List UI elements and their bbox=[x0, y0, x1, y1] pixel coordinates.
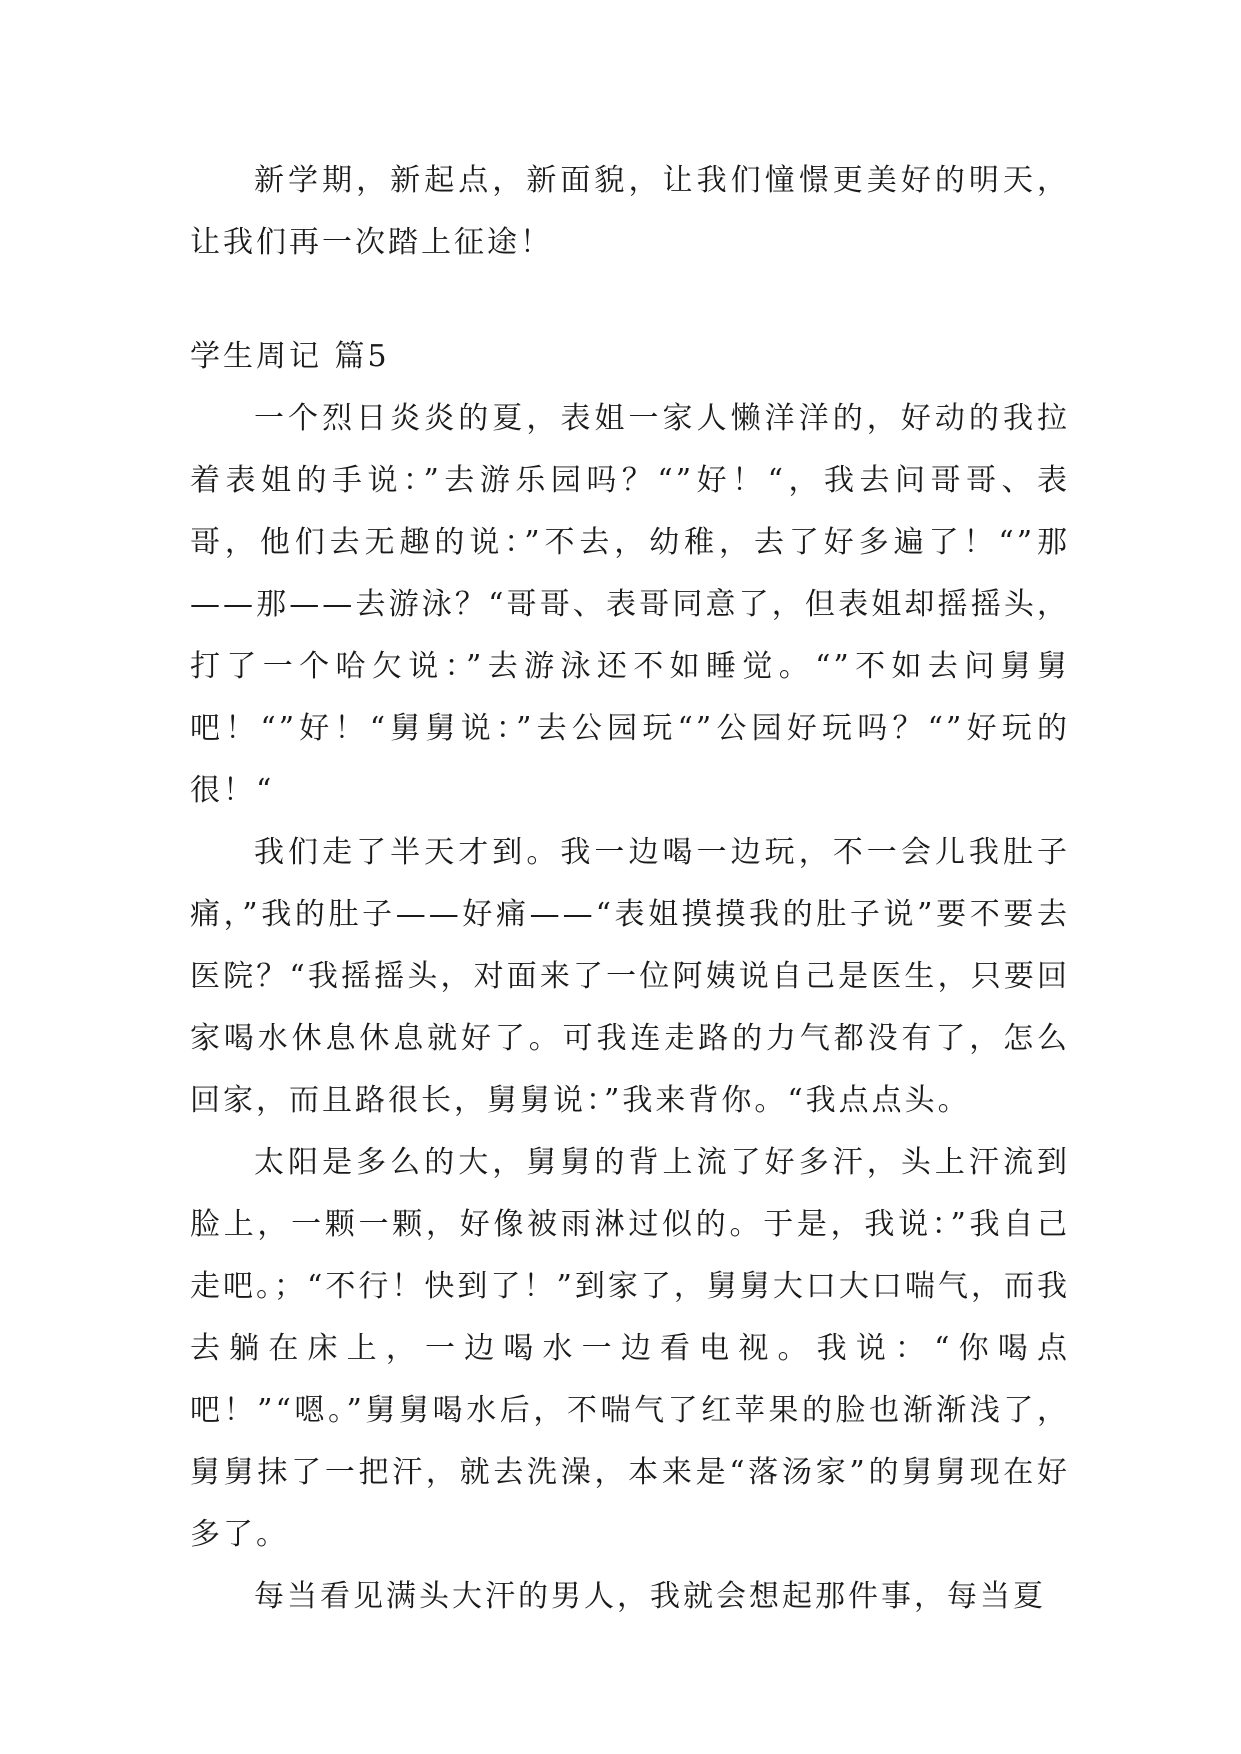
section-spacer bbox=[190, 274, 1070, 326]
body-paragraph-3: 太阳是多么的大，舅舅的背上流了好多汗，头上汗流到脸上，一颗一颗，好像被雨淋过似的。于是，我说：”我自己走吧。；“不行！快到了！”到家了，舅舅大口大口喘气，而我去躺在床上，一边喝水一边看电视。我说：“你喝点吧！”“嗯。”舅舅喝水后，不喘气了红苹果的脸也渐渐浅了，舅舅抹了一把汗，就去洗澡，本来是“落汤家”的舅舅现在好多了。 bbox=[190, 1145, 1070, 1552]
section-heading: 学生周记 篇5 bbox=[190, 339, 390, 374]
body-paragraph-4: 每当看见满头大汗的男人，我就会想起那件事，每当夏 bbox=[254, 1579, 1046, 1614]
body-paragraph-2: 我们走了半天才到。我一边喝一边玩，不一会儿我肚子痛，”我的肚子——好痛——“表姐摸摸我的肚子说”要不要去医院？“我摇摇头，对面来了一位阿姨说自己是医生，只要回家喝水休息休息就好了。可我连走路的力气都没有了，怎么回家，而且路很长，舅舅说：”我来背你。“我点点头。 bbox=[190, 835, 1070, 1118]
body-paragraph-1: 一个烈日炎炎的夏，表姐一家人懒洋洋的，好动的我拉着表姐的手说：”去游乐园吗？“”好！“，我去问哥哥、表哥，他们去无趣的说：”不去，幼稚，去了好多遍了！“”那——那——去游泳？“哥哥、表哥同意了，但表姐却摇摇头，打了一个哈欠说：”去游泳还不如睡觉。“”不如去问舅舅吧！“”好！“舅舅说：”去公园玩“”公园好玩吗？“”好玩的很！“ bbox=[190, 401, 1070, 808]
intro-paragraph: 新学期，新起点，新面貌，让我们憧憬更美好的明天，让我们再一次踏上征途！ bbox=[190, 163, 1070, 260]
document-page bbox=[190, 150, 1070, 1628]
